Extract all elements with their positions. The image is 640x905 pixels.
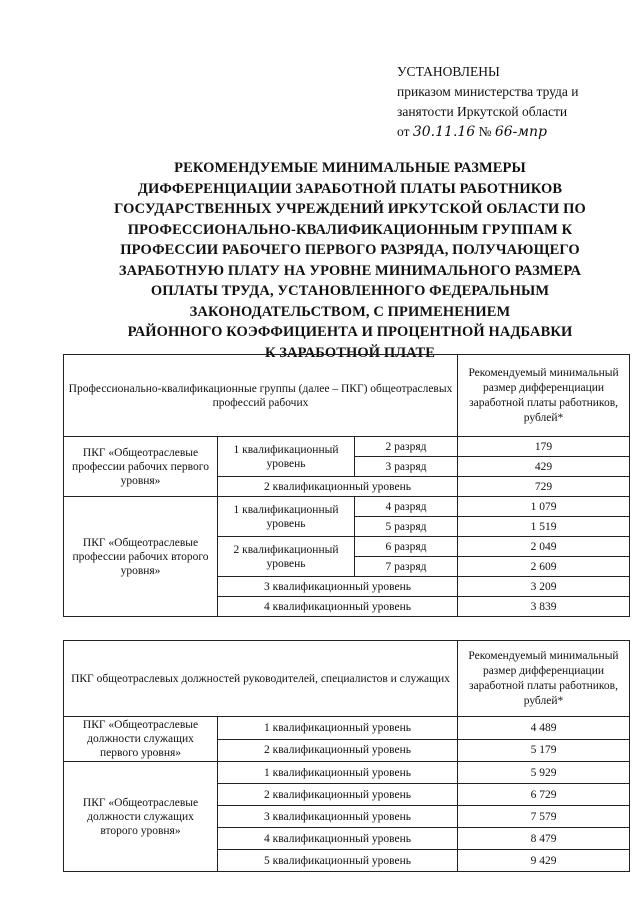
- group-label: ПКГ «Общеотраслевые профессии рабочих второго уровня»: [64, 497, 218, 617]
- group-label: ПКГ «Общеотраслевые должности служащих второго уровня»: [64, 762, 218, 872]
- amount-cell: 5 179: [458, 739, 630, 762]
- workers-pay-table: [63, 354, 630, 617]
- grade-cell: 6 разряд: [355, 537, 458, 557]
- amount-cell: 1 079: [458, 497, 630, 517]
- qualification-level: 1 квалификационный уровень: [218, 497, 355, 537]
- qualification-level: 2 квалификационный уровень: [218, 739, 458, 762]
- amount-cell: 8 479: [458, 828, 630, 850]
- title-line: ГОСУДАРСТВЕННЫХ УЧРЕЖДЕНИЙ ИРКУТСКОЙ ОБЛАСТИ ПО: [114, 201, 586, 217]
- amount-cell: 7 579: [458, 806, 630, 828]
- group-label: ПКГ «Общеотраслевые профессии рабочих первого уровня»: [64, 437, 218, 497]
- qualification-level: 4 квалификационный уровень: [218, 828, 458, 850]
- employees-pay-table: [63, 640, 630, 872]
- table-header-row: [64, 641, 630, 717]
- amount-cell: 5 929: [458, 762, 630, 784]
- amount-cell: 729: [458, 477, 630, 497]
- table-row: [64, 762, 630, 784]
- qualification-level: 1 квалификационный уровень: [218, 437, 355, 477]
- title-line: ОПЛАТЫ ТРУДА, УСТАНОВЛЕННОГО ФЕДЕРАЛЬНЫМ: [150, 283, 550, 299]
- approval-line-ministry: занятости Иркутской области: [397, 104, 568, 119]
- approval-number: 66-мпр: [494, 124, 547, 140]
- title-line: РЕКОМЕНДУЕМЫЕ МИНИМАЛЬНЫЕ РАЗМЕРЫ: [174, 160, 526, 176]
- approval-date: 30.11.16: [412, 124, 476, 140]
- table-row: [64, 717, 630, 740]
- approval-stamp: [397, 62, 633, 142]
- title-line: ЗАКОНОДАТЕЛЬСТВОМ, С ПРИМЕНЕНИЕМ: [189, 303, 511, 320]
- approval-heading: УСТАНОВЛЕНЫ: [397, 64, 500, 79]
- amount-cell: 9 429: [458, 850, 630, 872]
- approval-number-label: №: [478, 124, 492, 139]
- grade-cell: 5 разряд: [355, 517, 458, 537]
- approval-date-line: [397, 122, 633, 142]
- qualification-level: 2 квалификационный уровень: [218, 537, 355, 577]
- document-title: [80, 158, 620, 363]
- table-row: [64, 497, 630, 517]
- amount-cell: 3 209: [458, 577, 630, 597]
- amount-cell: 179: [458, 437, 630, 457]
- qualification-level: 1 квалификационный уровень: [218, 762, 458, 784]
- title-line: ЗАРАБОТНУЮ ПЛАТУ НА УРОВНЕ МИНИМАЛЬНОГО РАЗМЕРА: [118, 262, 582, 279]
- amount-cell: 2 049: [458, 537, 630, 557]
- qualification-level: 2 квалификационный уровень: [218, 784, 458, 806]
- title-line: ПРОФЕССИИ РАБОЧЕГО ПЕРВОГО РАЗРЯДА, ПОЛУЧАЮЩЕГО: [120, 242, 580, 258]
- table-header-amount: Рекомендуемый минимальный размер дифференциации заработной платы работников, рублей*: [458, 641, 630, 717]
- title-line: РАЙОННОГО КОЭФФИЦИЕНТА И ПРОЦЕНТНОЙ НАДБАВКИ: [127, 324, 573, 340]
- title-line: ДИФФЕРЕНЦИАЦИИ ЗАРАБОТНОЙ ПЛАТЫ РАБОТНИКОВ: [137, 180, 563, 197]
- grade-cell: 4 разряд: [355, 497, 458, 517]
- approval-line-order: приказом министерства труда и: [397, 84, 579, 99]
- table-header-groups: Профессионально-квалификационные группы (далее – ПКГ) общеотраслевых профессий рабочих: [64, 355, 458, 437]
- grade-cell: 3 разряд: [355, 457, 458, 477]
- group-label: ПКГ «Общеотраслевые должности служащих первого уровня»: [64, 717, 218, 762]
- amount-cell: 3 839: [458, 597, 630, 617]
- amount-cell: 1 519: [458, 517, 630, 537]
- grade-cell: 2 разряд: [355, 437, 458, 457]
- qualification-level: 3 квалификационный уровень: [218, 577, 458, 597]
- qualification-level: 1 квалификационный уровень: [218, 717, 458, 740]
- table-row: [64, 437, 630, 457]
- amount-cell: 6 729: [458, 784, 630, 806]
- table-header-groups: ПКГ общеотраслевых должностей руководителей, специалистов и служащих: [64, 641, 458, 717]
- grade-cell: 7 разряд: [355, 557, 458, 577]
- amount-cell: 429: [458, 457, 630, 477]
- qualification-level: 3 квалификационный уровень: [218, 806, 458, 828]
- table-header-amount: Рекомендуемый минимальный размер дифференциации заработной платы работников, рублей*: [458, 355, 630, 437]
- amount-cell: 4 489: [458, 717, 630, 740]
- approval-from-label: от: [397, 124, 410, 139]
- qualification-level: 2 квалификационный уровень: [218, 477, 458, 497]
- title-line: ПРОФЕССИОНАЛЬНО-КВАЛИФИКАЦИОННЫМ ГРУППАМ К: [127, 221, 573, 238]
- title-line: К ЗАРАБОТНОЙ ПЛАТЕ: [264, 344, 436, 361]
- amount-cell: 2 609: [458, 557, 630, 577]
- qualification-level: 4 квалификационный уровень: [218, 597, 458, 617]
- table-header-row: [64, 355, 630, 437]
- qualification-level: 5 квалификационный уровень: [218, 850, 458, 872]
